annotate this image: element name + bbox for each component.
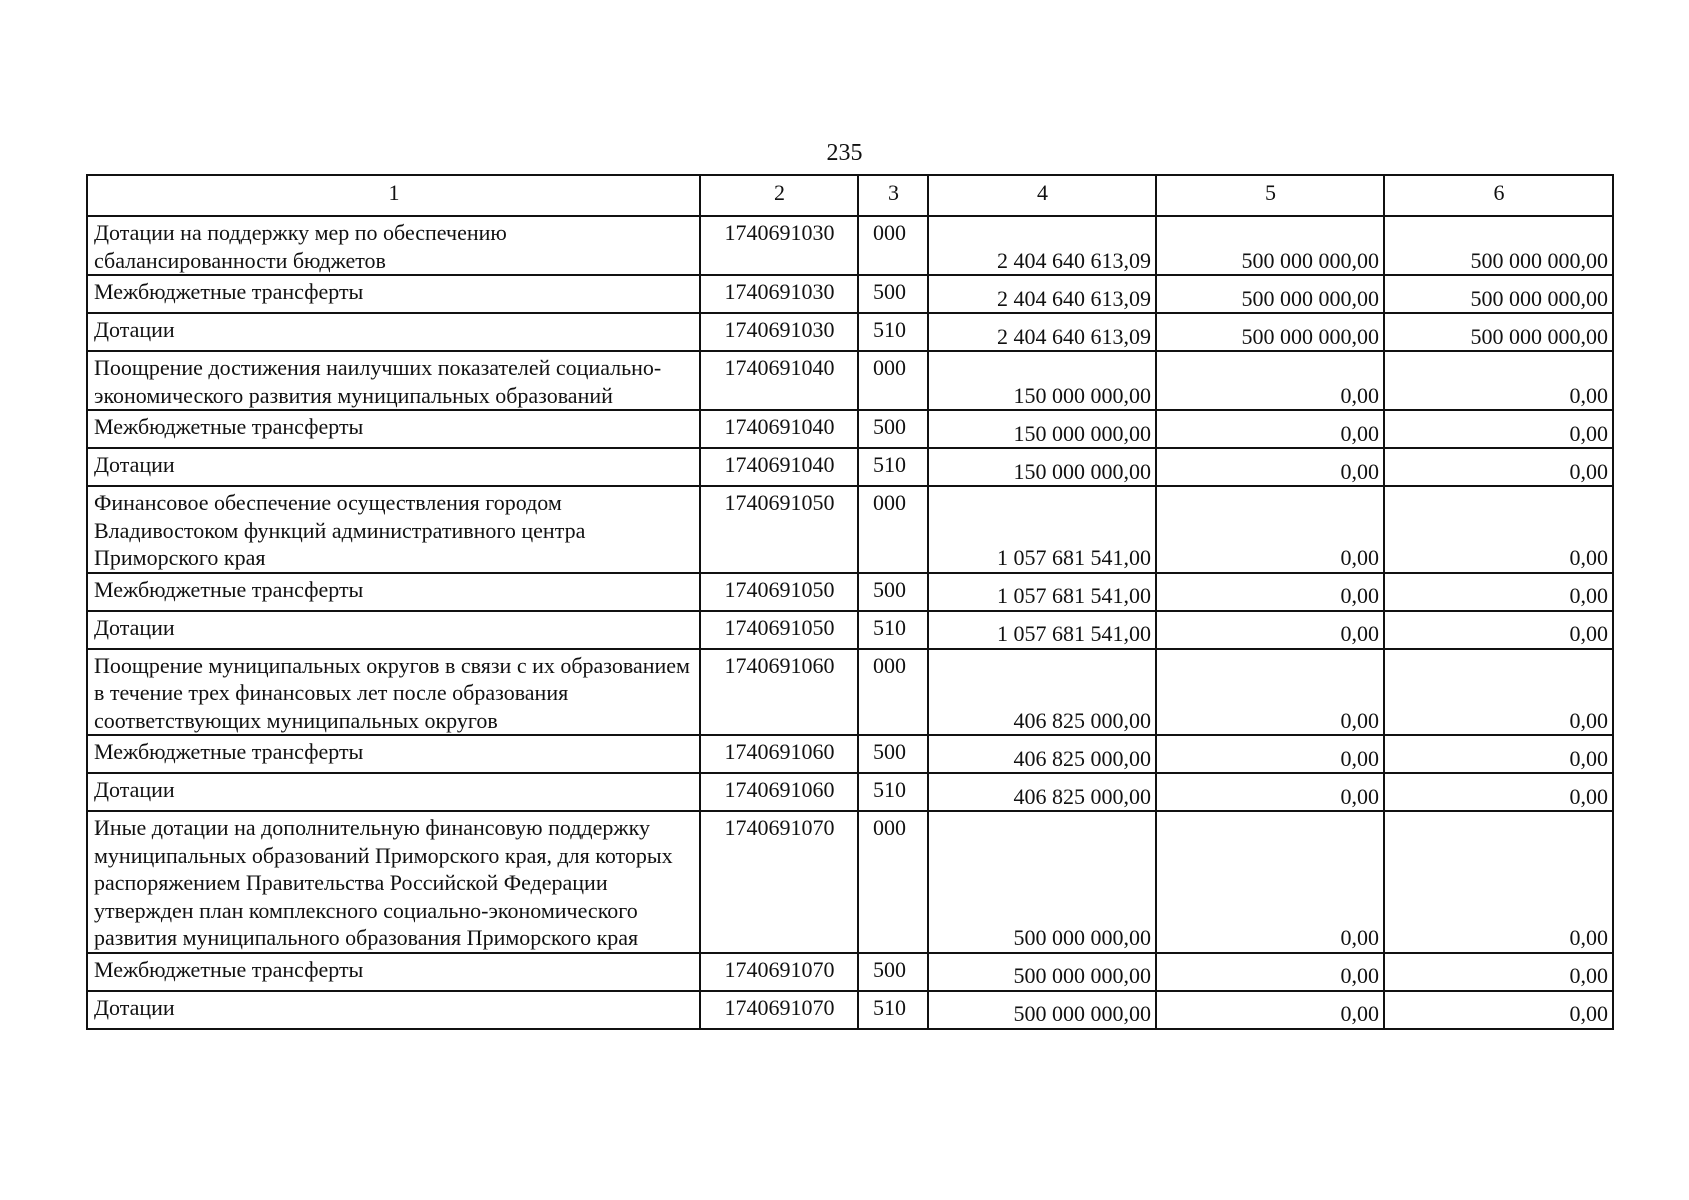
row-value-col6: 0,00 — [1384, 773, 1613, 811]
table-row — [87, 313, 1613, 351]
row-name: Межбюджетные трансферты — [87, 573, 700, 611]
row-value-col4: 406 825 000,00 — [928, 735, 1156, 773]
row-name: Поощрение достижения наилучших показателей социально-экономического развития муниципальных образований — [87, 351, 700, 410]
row-expense-type: 500 — [858, 573, 928, 611]
row-value-col4: 2 404 640 613,09 — [928, 216, 1156, 275]
row-code: 1740691040 — [700, 448, 858, 486]
row-code: 1740691070 — [700, 991, 858, 1029]
row-value-col5: 500 000 000,00 — [1156, 275, 1384, 313]
row-value-col4: 150 000 000,00 — [928, 410, 1156, 448]
row-expense-type: 510 — [858, 773, 928, 811]
row-code: 1740691060 — [700, 735, 858, 773]
row-value-col6: 0,00 — [1384, 486, 1613, 573]
table-header-row — [87, 175, 1613, 216]
row-code: 1740691050 — [700, 486, 858, 573]
column-header: 1 — [87, 175, 700, 216]
table-row — [87, 448, 1613, 486]
row-value-col5: 0,00 — [1156, 735, 1384, 773]
row-code: 1740691040 — [700, 410, 858, 448]
table-row — [87, 649, 1613, 736]
table-row — [87, 573, 1613, 611]
row-value-col6: 0,00 — [1384, 351, 1613, 410]
row-name: Финансовое обеспечение осуществления городом Владивостоком функций административного центра Приморского края — [87, 486, 700, 573]
row-value-col4: 406 825 000,00 — [928, 649, 1156, 736]
row-name: Дотации — [87, 991, 700, 1029]
column-header: 3 — [858, 175, 928, 216]
row-name: Дотации — [87, 313, 700, 351]
row-value-col6: 0,00 — [1384, 991, 1613, 1029]
row-value-col6: 0,00 — [1384, 735, 1613, 773]
row-value-col6: 500 000 000,00 — [1384, 216, 1613, 275]
row-code: 1740691030 — [700, 216, 858, 275]
row-expense-type: 000 — [858, 811, 928, 953]
row-value-col5: 0,00 — [1156, 611, 1384, 649]
row-value-col5: 0,00 — [1156, 486, 1384, 573]
page-number: 235 — [826, 140, 863, 166]
column-header: 4 — [928, 175, 1156, 216]
row-value-col6: 0,00 — [1384, 953, 1613, 991]
row-value-col5: 0,00 — [1156, 991, 1384, 1029]
row-code: 1740691030 — [700, 313, 858, 351]
row-value-col6: 0,00 — [1384, 811, 1613, 953]
row-expense-type: 000 — [858, 649, 928, 736]
row-value-col5: 500 000 000,00 — [1156, 313, 1384, 351]
row-value-col4: 150 000 000,00 — [928, 351, 1156, 410]
row-code: 1740691050 — [700, 573, 858, 611]
row-value-col4: 2 404 640 613,09 — [928, 275, 1156, 313]
row-value-col6: 0,00 — [1384, 611, 1613, 649]
row-name: Дотации — [87, 773, 700, 811]
table-row — [87, 773, 1613, 811]
row-code: 1740691040 — [700, 351, 858, 410]
row-value-col4: 406 825 000,00 — [928, 773, 1156, 811]
row-expense-type: 000 — [858, 216, 928, 275]
row-value-col5: 0,00 — [1156, 811, 1384, 953]
row-name: Иные дотации на дополнительную финансовую поддержку муниципальных образований Приморского края, для которых распоряжением Правительства Российской Федерации утвержден план комплексного социально-экономического развития муниципального образования Приморского края — [87, 811, 700, 953]
row-code: 1740691060 — [700, 773, 858, 811]
budget-table — [86, 174, 1614, 1030]
row-expense-type: 500 — [858, 735, 928, 773]
row-name: Межбюджетные трансферты — [87, 735, 700, 773]
row-expense-type: 000 — [858, 351, 928, 410]
table-row — [87, 735, 1613, 773]
row-value-col5: 0,00 — [1156, 410, 1384, 448]
row-value-col5: 500 000 000,00 — [1156, 216, 1384, 275]
table-row — [87, 216, 1613, 275]
row-name: Дотации — [87, 611, 700, 649]
row-code: 1740691070 — [700, 953, 858, 991]
row-value-col5: 0,00 — [1156, 773, 1384, 811]
row-expense-type: 510 — [858, 991, 928, 1029]
row-name: Межбюджетные трансферты — [87, 410, 700, 448]
row-value-col6: 500 000 000,00 — [1384, 313, 1613, 351]
row-value-col5: 0,00 — [1156, 649, 1384, 736]
table-row — [87, 953, 1613, 991]
row-value-col6: 0,00 — [1384, 573, 1613, 611]
column-header: 6 — [1384, 175, 1613, 216]
row-value-col5: 0,00 — [1156, 351, 1384, 410]
row-name: Поощрение муниципальных округов в связи с их образованием в течение трех финансовых лет после образования соответствующих муниципальных округов — [87, 649, 700, 736]
row-code: 1740691050 — [700, 611, 858, 649]
row-value-col5: 0,00 — [1156, 573, 1384, 611]
row-code: 1740691060 — [700, 649, 858, 736]
row-value-col6: 0,00 — [1384, 410, 1613, 448]
row-expense-type: 510 — [858, 448, 928, 486]
row-name: Дотации на поддержку мер по обеспечению сбалансированности бюджетов — [87, 216, 700, 275]
row-value-col4: 500 000 000,00 — [928, 991, 1156, 1029]
row-value-col4: 500 000 000,00 — [928, 811, 1156, 953]
row-expense-type: 500 — [858, 275, 928, 313]
column-header: 2 — [700, 175, 858, 216]
table-row — [87, 486, 1613, 573]
table-row — [87, 991, 1613, 1029]
row-value-col4: 1 057 681 541,00 — [928, 573, 1156, 611]
row-value-col4: 150 000 000,00 — [928, 448, 1156, 486]
row-code: 1740691030 — [700, 275, 858, 313]
row-expense-type: 000 — [858, 486, 928, 573]
row-value-col6: 0,00 — [1384, 448, 1613, 486]
row-value-col5: 0,00 — [1156, 953, 1384, 991]
row-value-col4: 500 000 000,00 — [928, 953, 1156, 991]
row-value-col4: 1 057 681 541,00 — [928, 611, 1156, 649]
row-expense-type: 510 — [858, 611, 928, 649]
table-row — [87, 410, 1613, 448]
row-expense-type: 500 — [858, 410, 928, 448]
row-value-col5: 0,00 — [1156, 448, 1384, 486]
row-expense-type: 510 — [858, 313, 928, 351]
table-row — [87, 811, 1613, 953]
row-value-col6: 0,00 — [1384, 649, 1613, 736]
row-name: Дотации — [87, 448, 700, 486]
row-code: 1740691070 — [700, 811, 858, 953]
row-name: Межбюджетные трансферты — [87, 953, 700, 991]
row-value-col4: 1 057 681 541,00 — [928, 486, 1156, 573]
row-expense-type: 500 — [858, 953, 928, 991]
table-row — [87, 275, 1613, 313]
table-row — [87, 351, 1613, 410]
table-row — [87, 611, 1613, 649]
row-name: Межбюджетные трансферты — [87, 275, 700, 313]
column-header: 5 — [1156, 175, 1384, 216]
row-value-col6: 500 000 000,00 — [1384, 275, 1613, 313]
row-value-col4: 2 404 640 613,09 — [928, 313, 1156, 351]
